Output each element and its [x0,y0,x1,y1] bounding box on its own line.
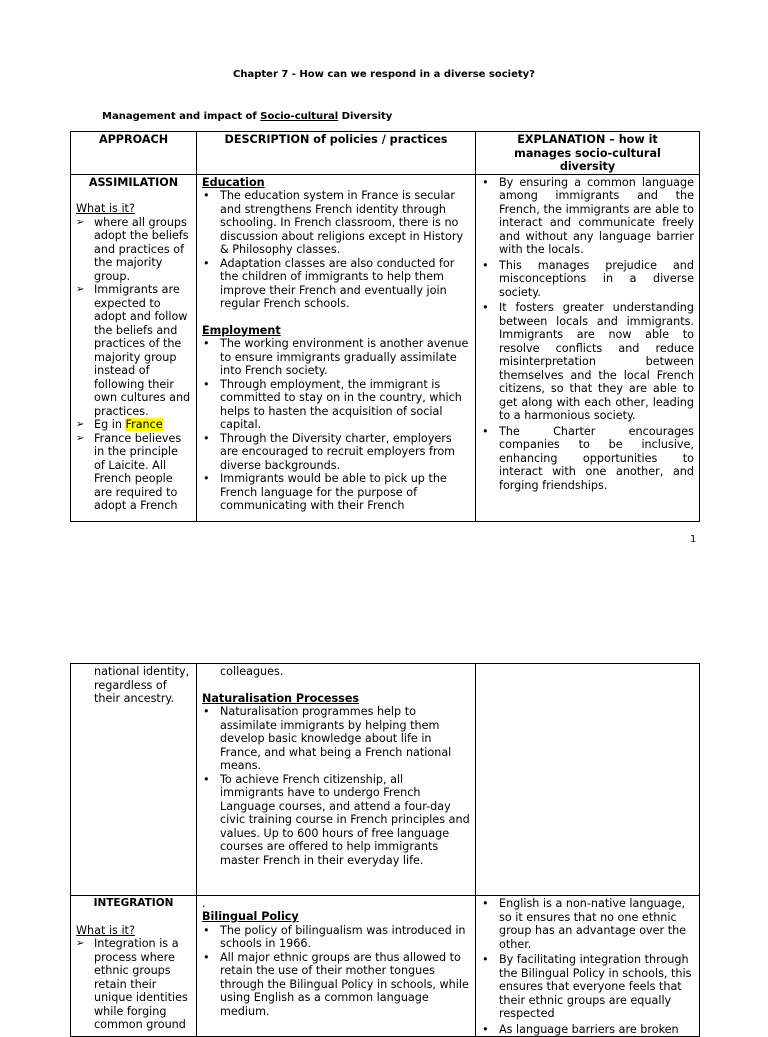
table-row-integration [71,896,700,1037]
example-prefix: Eg in [94,418,126,431]
assimilation-explanation-list [481,176,694,493]
document-subtitle [102,111,392,122]
list-item: • As language barriers are broken [481,1023,694,1037]
list-item: ➢ Integration is a process where ethnic groups retain their unique identities while forging common ground [76,937,191,1032]
section-education-title: Education [202,175,265,189]
header-approach: APPROACH [71,132,197,175]
list-item: • Naturalisation programmes help to assimilate immigrants by helping them develop basic knowledge about life in France, and what being a French national means. [202,705,470,773]
list-item: • Through the Diversity charter, employers are encouraged to recruit employers from diverse backgrounds. [202,432,470,473]
list-item: • By facilitating integration through the Bilingual Policy in schools, this ensures that everyone feels that their ethnic groups are equally respected [481,953,694,1021]
list-item-continued: national identity, regardless of their ancestry. [94,665,190,705]
header-description: DESCRIPTION of policies / practices [197,132,476,175]
integration-explanation-list [481,897,694,1036]
what-is-it-label: What is it? [76,923,135,937]
bilingual-list [202,924,470,1019]
header-explanation: EXPLANATION – how it manages socio-cultural diversity [476,132,700,175]
example-country-highlight: France [125,418,163,431]
employment-list-continued [202,665,470,679]
education-list [202,189,470,311]
diversity-table-page-2 [70,663,700,1037]
assimilation-definition-list [76,216,191,513]
what-is-it-label: What is it? [76,202,135,215]
page-number: 1 [690,534,697,545]
list-item: ➢ France believes in the principle of Laicite. All French people are required to adopt a French [76,432,191,513]
list-item: ➢ Immigrants are expected to adopt and follow the beliefs and practices of the majority group instead of following their own cultures and practices. [76,283,191,418]
table-header-row [71,132,700,175]
section-bilingual-title: Bilingual Policy [202,910,299,923]
document-title: Chapter 7 - How can we respond in a diverse society? [233,69,535,80]
stray-mark: . [202,897,206,910]
list-item: • By ensuring a common language among immigrants and the French, the immigrants are able to interact and communicate freely and without any language barrier with the locals. [481,176,694,257]
list-item: • The policy of bilingualism was introduced in schools in 1966. [202,924,470,951]
list-item: • English is a non-native language, so it ensures that no one ethnic group has an advantage over the other. [481,897,694,951]
list-item: • The Charter encourages companies to be inclusive, enhancing opportunities to interact with one another, and forging friendships. [481,425,694,493]
list-item: • Immigrants would be able to pick up the French language for the purpose of communicating with their French [202,472,470,513]
employment-list [202,337,470,513]
list-item: • Through employment, the immigrant is committed to stay on in the country, which helps to hasten the acquisition of social capital. [202,378,470,432]
diversity-table-page-1 [70,131,700,522]
approach-assimilation: ASSIMILATION [88,175,179,189]
naturalisation-list [202,705,470,867]
subtitle-underlined: Socio-cultural [260,111,339,122]
list-item-continued: colleagues. [220,665,284,678]
list-item: • All major ethnic groups are thus allowed to retain the use of their mother tongues through the Bilingual Policy in schools, while using English as a common language medium. [202,951,470,1019]
table-row-assimilation [71,174,700,521]
section-naturalisation-title: Naturalisation Processes [202,691,360,705]
list-item: • The education system in France is secular and strengthens French identity through schooling. In French classroom, there is no discussion about religions except in History & Philosophy classes. [202,189,470,257]
subtitle-prefix: Management and impact of [102,111,261,122]
list-item: • The working environment is another avenue to ensure immigrants gradually assimilate into French society. [202,337,470,378]
list-item: • To achieve French citizenship, all immigrants have to undergo French Language courses, and attend a four-day civic training course in French principles and values. Up to 600 hours of free language courses are offered to help immigrants master French in their everyday life. [202,773,470,868]
assimilation-definition-list-continued [76,665,191,706]
approach-integration: INTEGRATION [93,897,174,909]
section-employment-title: Employment [202,323,281,337]
list-item: • This manages prejudice and misconceptions in a diverse society. [481,259,694,300]
list-item: • Adaptation classes are also conducted for the children of immigrants to help them improve their French and eventually join regular French schools. [202,257,470,311]
integration-definition-list [76,937,191,1032]
list-item: ➢ where all groups adopt the beliefs and practices of the majority group. [76,216,191,284]
table-row-assimilation-continued [71,664,700,896]
subtitle-suffix: Diversity [338,111,393,122]
list-item: • It fosters greater understanding between locals and immigrants. Immigrants are now able to resolve conflicts and reduce misinterpretation between themselves and the local French citizens, so that they are able to get along with each other, leading to a harmonious society. [481,301,694,423]
list-item [76,418,191,432]
empty-explanation-cell [476,664,700,896]
